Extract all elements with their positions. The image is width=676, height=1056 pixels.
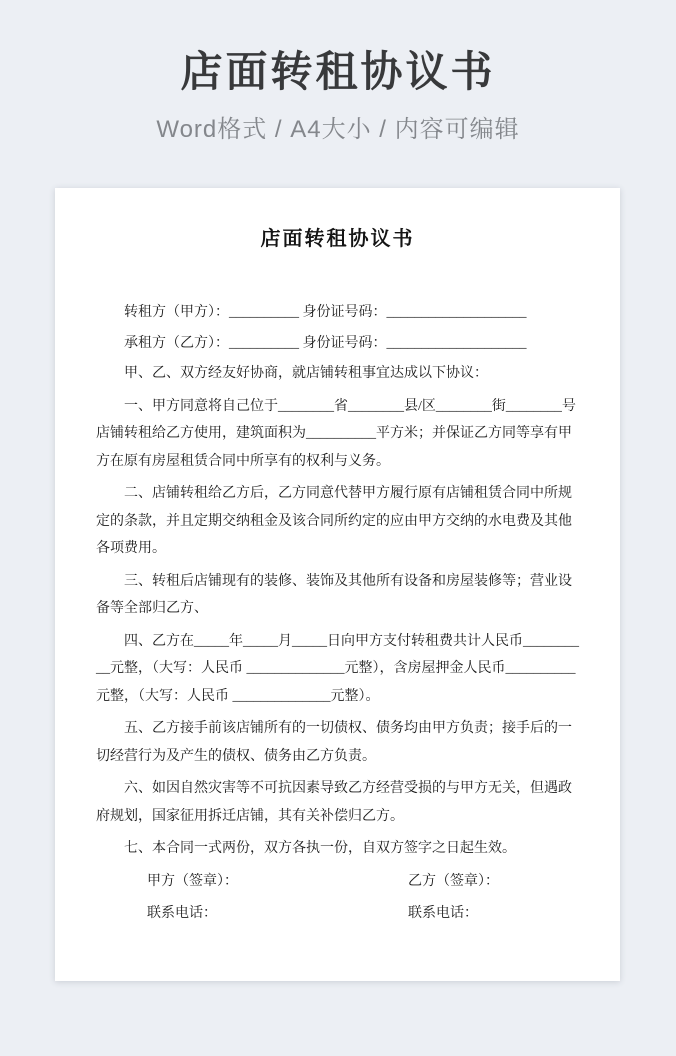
intro-line: 甲、乙、双方经友好协商，就店铺转租事宜达成以下协议： [124,366,488,381]
banner [0,0,676,144]
party-a-line: 转租方（甲方）：__________ 身份证号码：____________________ [124,305,527,320]
document-page [55,188,620,981]
document-title: 店面转租协议书 [260,228,415,250]
banner-title: 店面转租协议书 [180,48,496,95]
party-a-phone-label: 联系电话： [147,906,217,921]
party-a-signature-label: 甲方（签章）： [147,873,238,889]
document-body [96,298,579,928]
clause-1: 一、甲方同意将自己位于________省________县/区________街________号店铺转租给乙方使用，建筑面积为__________平方米；并保证乙方同等享有甲方在原有房屋租赁合同中所享有的权利与义务。 [96,398,576,469]
banner-subtitle: Word格式 / A4大小 / 内容可编辑 [156,116,520,144]
signature-row [96,868,579,896]
phone-row [96,900,579,928]
party-b-signature-label: 乙方（签章）： [408,873,499,889]
party-b-phone-label: 联系电话： [408,906,478,921]
party-b-line: 承租方（乙方）：__________ 身份证号码：____________________ [124,336,527,351]
clause-7: 七、本合同一式两份，双方各执一份，自双方签字之日起生效。 [124,841,516,856]
clause-6: 六、如因自然灾害等不可抗因素导致乙方经营受损的与甲方无关，但遇政府规划，国家征用拆迁店铺，其有关补偿归乙方。 [96,781,572,824]
clause-2: 二、店铺转租给乙方后，乙方同意代替甲方履行原有店铺租赁合同中所规定的条款，并且定期交纳租金及该合同所约定的应由甲方交纳的水电费及其他各项费用。 [96,486,572,556]
clause-3: 三、转租后店铺现有的装修、装饰及其他所有设备和房屋装修等；营业设备等全部归乙方、 [96,573,572,616]
clause-5: 五、乙方接手前该店铺所有的一切债权、债务均由甲方负责；接手后的一切经营行为及产生的债权、债务由乙方负责。 [96,721,572,764]
clause-4: 四、乙方在_____年_____月_____日向甲方支付转租费共计人民币__________元整，（大写：人民币 ______________元整），含房屋押金人民币__________元整，（大写：人民币 ______________元整）。 [96,633,579,704]
